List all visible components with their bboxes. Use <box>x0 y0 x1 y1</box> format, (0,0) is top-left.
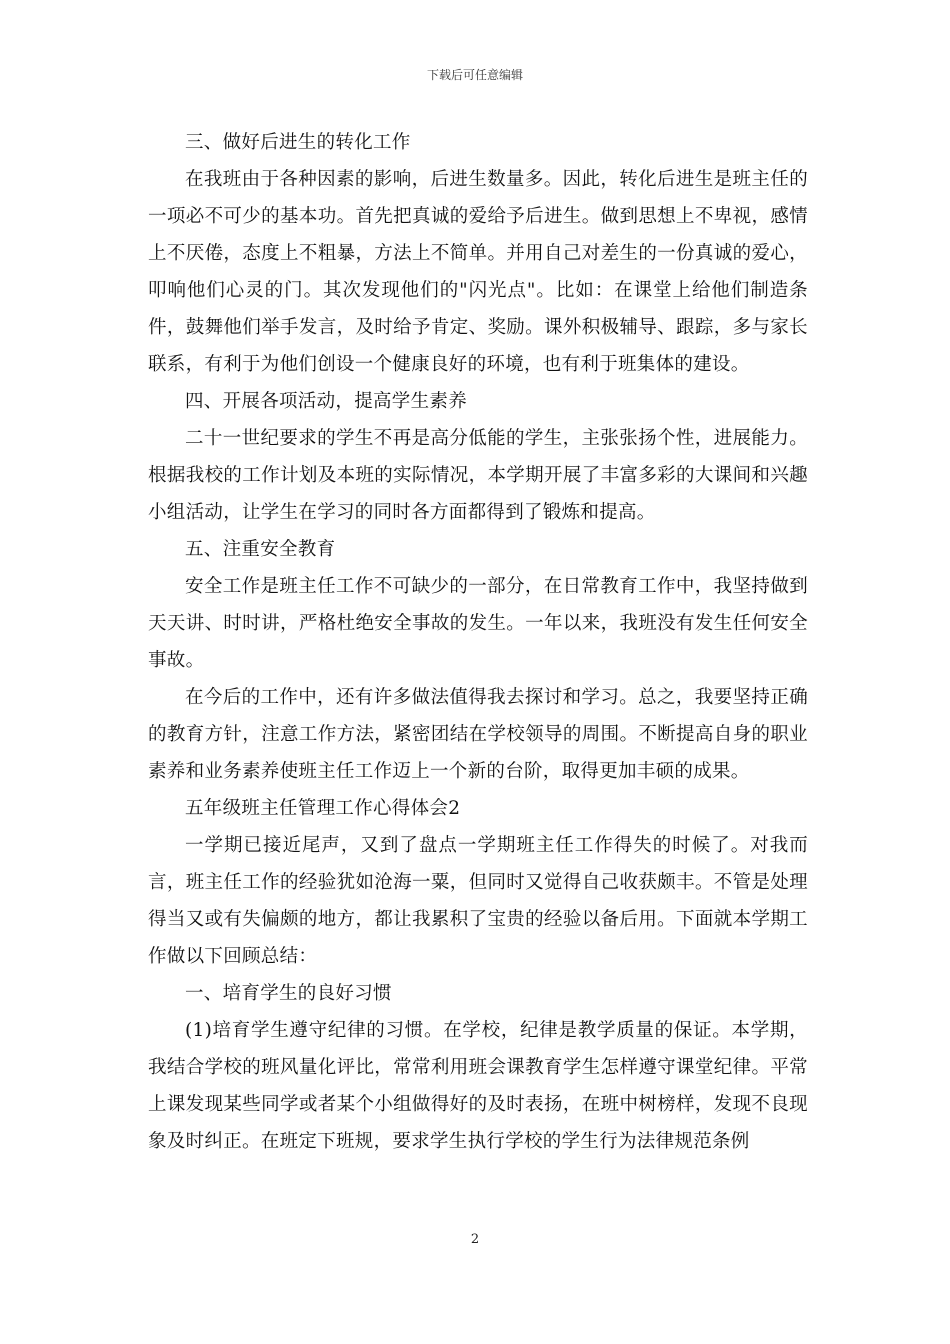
page-number: 2 <box>470 1232 480 1247</box>
body-paragraph: 一学期已接近尾声，又到了盘点一学期班主任工作得失的时候了。对我而言，班主任工作的经验犹如沧海一粟，但同时又觉得自己收获颇丰。不管是处理得当又或有失偏颇的地方，都让我累积了宝贵的经验以备后用。下面就本学期工作做以下回顾总结： <box>148 835 808 967</box>
section-heading-3: 三、做好后进生的转化工作 <box>185 132 411 153</box>
body-paragraph: (1)培育学生遵守纪律的习惯。在学校，纪律是教学质量的保证。本学期，我结合学校的班风量化评比，常常利用班会课教育学生怎样遵守课堂纪律。平常上课发现某些同学或者某个小组做得好的及时表扬，在班中树榜样，发现不良现象及时纠正。在班定下班规，要求学生执行学校的学生行为法律规范条例 <box>148 1020 808 1152</box>
section-heading-5: 五、注重安全教育 <box>185 539 336 560</box>
body-paragraph: 在我班由于各种因素的影响，后进生数量多。因此，转化后进生是班主任的一项必不可少的基本功。首先把真诚的爱给予后进生。做到思想上不卑视，感情上不厌倦，态度上不粗暴，方法上不简单。并用自己对差生的一份真诚的爱心，叩响他们心灵的门。其次发现他们的"闪光点"。比如：在课堂上给他们制造条件，鼓舞他们举手发言，及时给予肯定、奖励。课外积极辅导、跟踪，多与家长联系，有利于为他们创设一个健康良好的环境，也有利于班集体的建设。 <box>148 169 808 375</box>
article-title-2: 五年级班主任管理工作心得体会2 <box>185 798 461 819</box>
document-body <box>148 124 808 1160</box>
body-paragraph: 在今后的工作中，还有许多做法值得我去探讨和学习。总之，我要坚持正确的教育方针，注意工作方法，紧密团结在学校领导的周围。不断提高自身的职业素养和业务素养使班主任工作迈上一个新的台阶，取得更加丰硕的成果。 <box>148 687 808 782</box>
body-paragraph: 安全工作是班主任工作不可缺少的一部分，在日常教育工作中，我坚持做到天天讲、时时讲，严格杜绝安全事故的发生。一年以来，我班没有发生任何安全事故。 <box>148 576 808 671</box>
header-note: 下载后可任意编辑 <box>426 68 523 82</box>
body-paragraph: 二十一世纪要求的学生不再是高分低能的学生，主张张扬个性，进展能力。根据我校的工作计划及本班的实际情况，本学期开展了丰富多彩的大课间和兴趣小组活动，让学生在学习的同时各方面都得到了锻炼和提高。 <box>148 428 808 523</box>
section-heading-4: 四、开展各项活动，提高学生素养 <box>185 391 468 412</box>
section-heading-1: 一、培育学生的良好习惯 <box>185 983 392 1004</box>
